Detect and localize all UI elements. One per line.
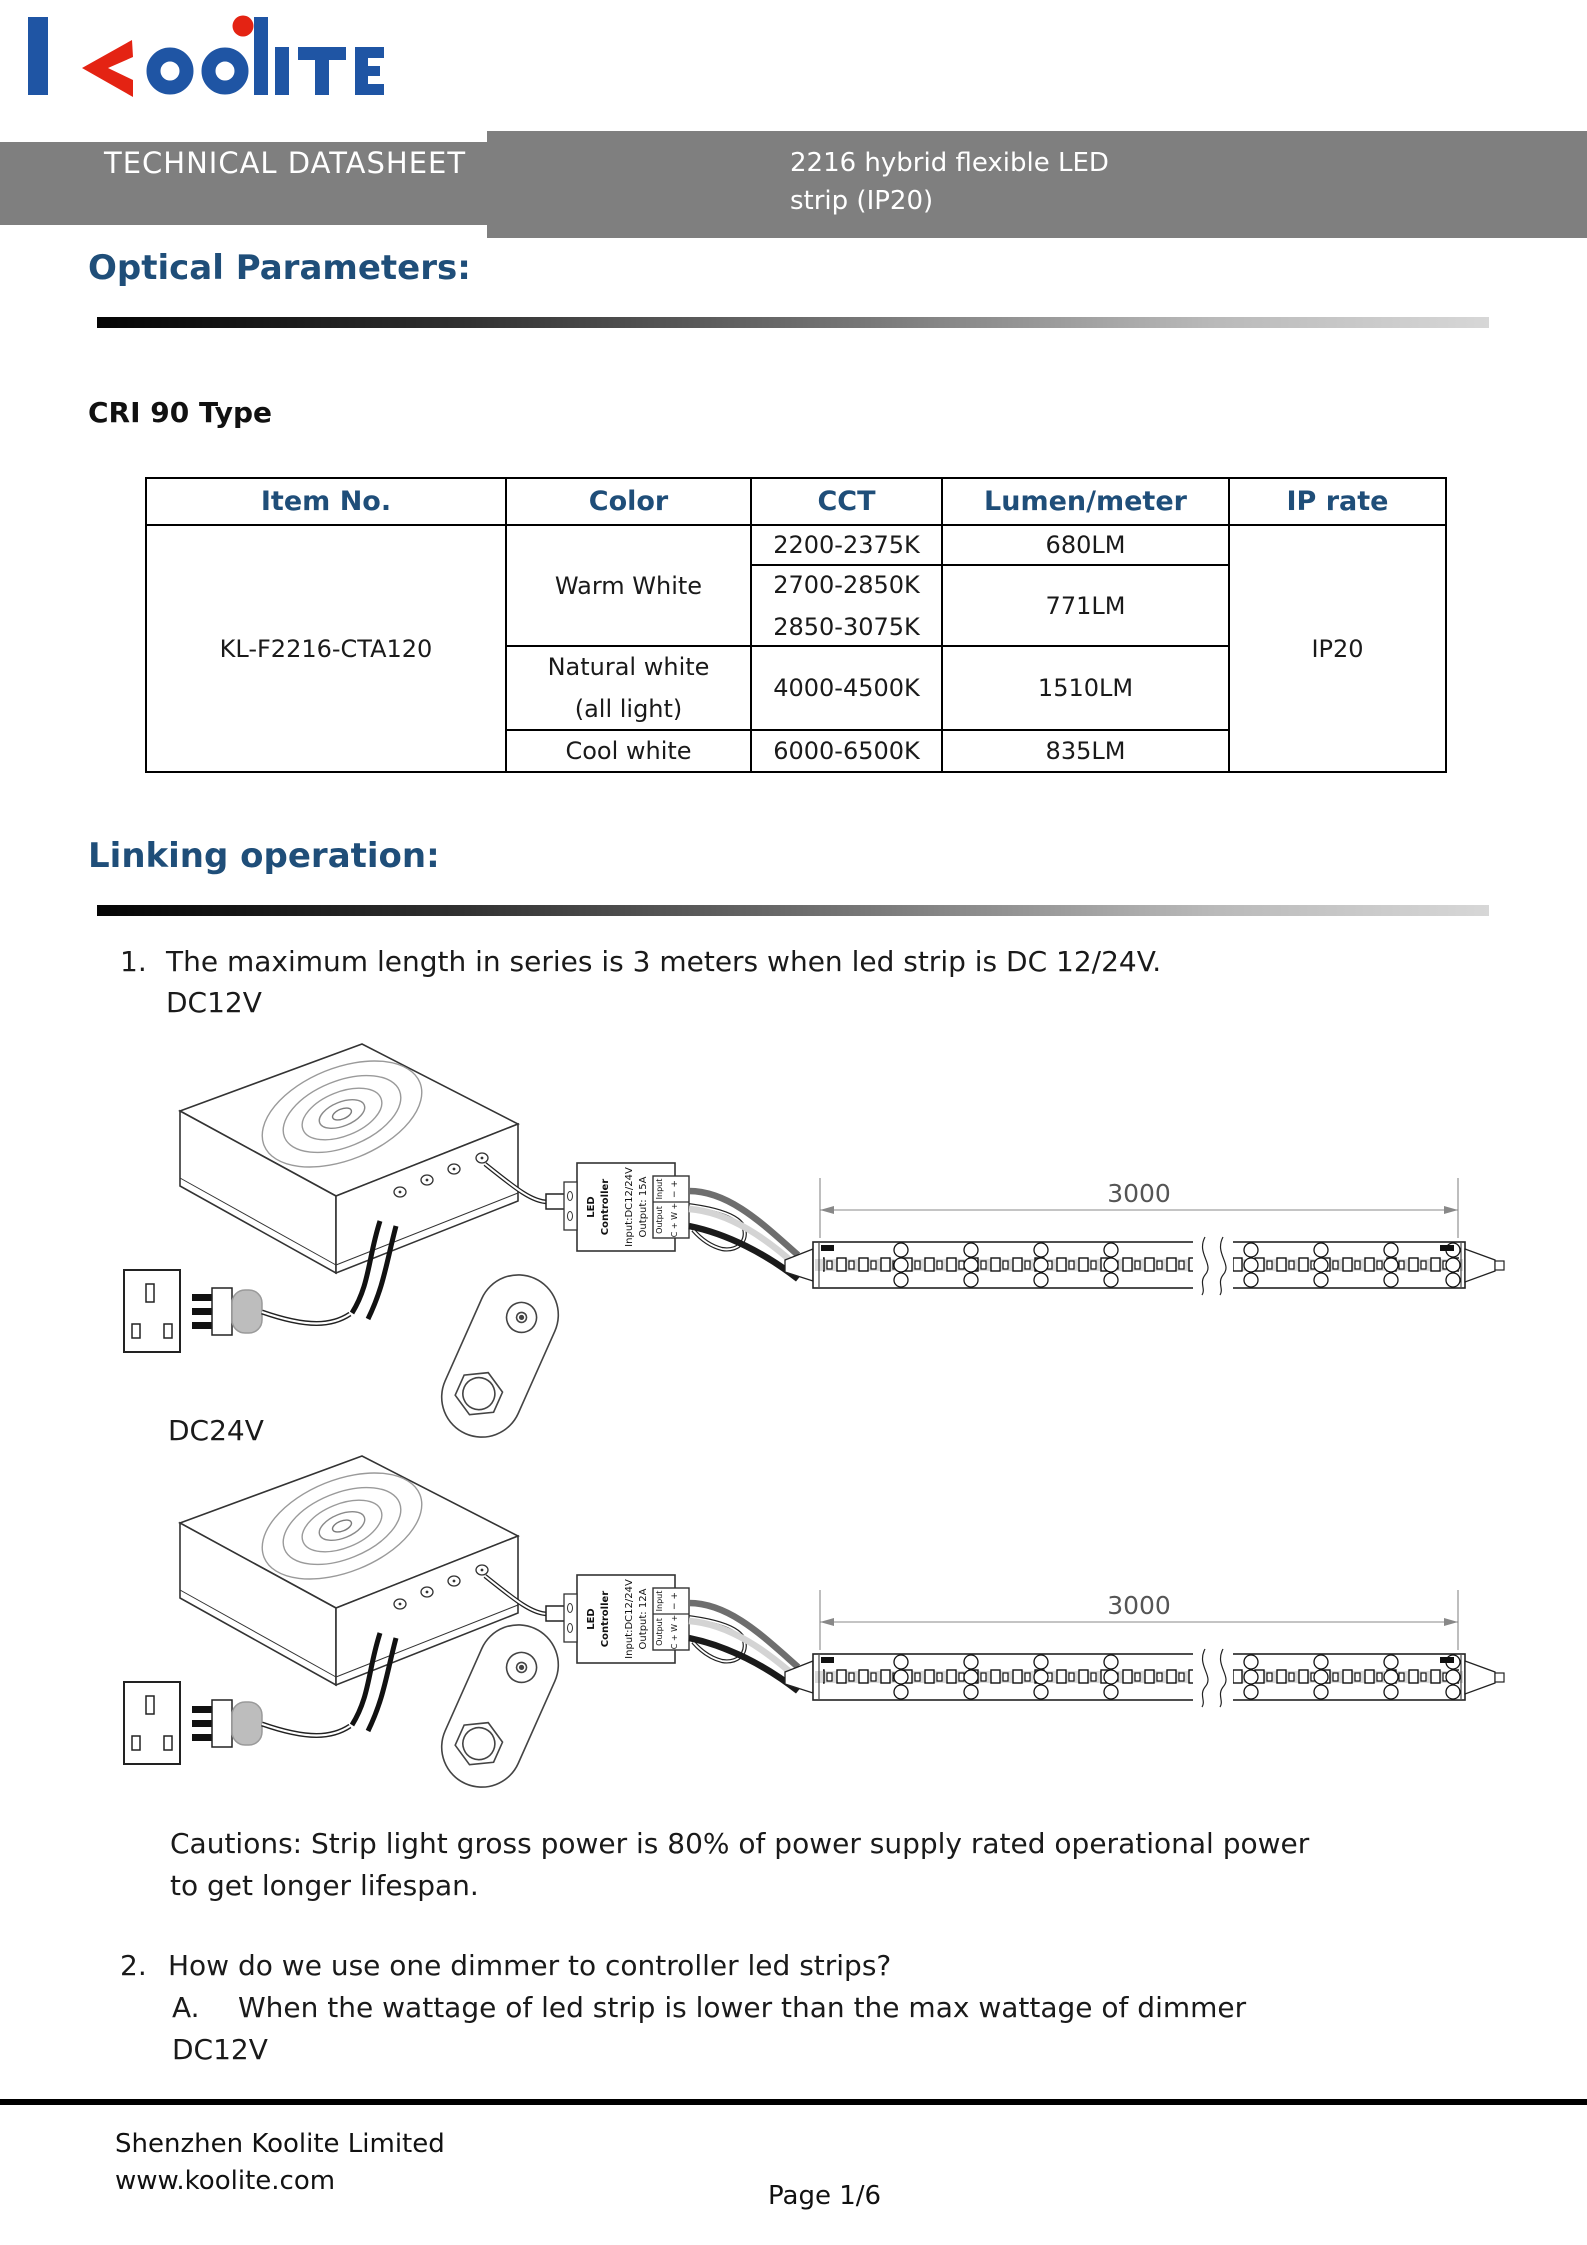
section-divider <box>97 317 1489 328</box>
section-divider <box>97 905 1489 916</box>
color-line: Natural white <box>547 653 710 681</box>
dc24v-wiring-diagram <box>80 1438 1510 1883</box>
footer-divider <box>0 2099 1587 2105</box>
logo-red-dot <box>233 16 254 37</box>
col-header-ip-rate: IP rate <box>1229 478 1446 525</box>
list-item-2a-label: A. <box>172 1991 200 2024</box>
dimension-label: 3000 <box>1107 1591 1171 1620</box>
list-item-2-text: How do we use one dimmer to controller led strips? <box>168 1949 892 1982</box>
cell-cct-4: 6000-6500K <box>751 730 942 772</box>
terminal-input-pins: − + <box>670 1180 680 1198</box>
col-header-color: Color <box>506 478 751 525</box>
cautions-line2: to get longer lifespan. <box>170 1869 479 1902</box>
koolite-logo <box>28 8 388 108</box>
color-line: (all light) <box>574 695 683 723</box>
controller-label: Controller <box>600 1590 611 1648</box>
cct-line: 2700-2850K <box>773 570 920 599</box>
list-item-1-text: The maximum length in series is 3 meters when led strip is DC 12/24V. <box>166 945 1162 978</box>
header-band-right <box>487 131 1587 238</box>
cell-lumen-1: 680LM <box>942 525 1229 565</box>
dc24v-label: DC24V <box>168 1414 264 1447</box>
cell-cct-2 <box>751 565 942 646</box>
table-header-row <box>146 478 1446 525</box>
dc12v-label: DC12V <box>166 986 262 1019</box>
led-controller-drawing <box>564 1163 689 1251</box>
list-item-1-number: 1. <box>120 945 147 978</box>
list-item-2-number: 2. <box>120 1949 147 1982</box>
footer-page-number: Page 1/6 <box>768 2181 882 2211</box>
product-title-line1: 2216 hybrid flexible LED <box>790 148 1109 178</box>
cell-cct-1: 2200-2375K <box>751 525 942 565</box>
cell-lumen-3: 1510LM <box>942 646 1229 730</box>
cell-color-warm: Warm White <box>506 525 751 646</box>
terminal-output-label: Output <box>655 1206 664 1234</box>
terminal-output-pins: C + W + <box>670 1202 679 1238</box>
optical-spec-table <box>145 477 1447 773</box>
controller-output-label: Output: 12A <box>638 1588 649 1650</box>
terminal-input-label: Input <box>655 1178 664 1200</box>
cell-ip-rate: IP20 <box>1229 525 1446 772</box>
cct-line: 2850-3075K <box>773 612 920 641</box>
terminal-input-pins: − + <box>670 1592 680 1610</box>
cell-lumen-4: 835LM <box>942 730 1229 772</box>
optical-parameters-heading: Optical Parameters: <box>88 248 471 288</box>
controller-input-label: Input:DC12/24V <box>624 1167 635 1247</box>
terminal-output-pins: C + W + <box>670 1614 679 1650</box>
logo-letterforms <box>28 16 384 98</box>
cell-lumen-2: 771LM <box>942 565 1229 646</box>
datasheet-title: TECHNICAL DATASHEET <box>104 146 467 180</box>
dc12v-label-2: DC12V <box>172 2033 268 2066</box>
list-item-2a-text: When the wattage of led strip is lower than the max wattage of dimmer <box>238 1991 1247 2024</box>
logo-red-chevron <box>82 40 133 97</box>
cell-color-natural <box>506 646 751 730</box>
header-band-left <box>0 142 487 225</box>
table-row <box>146 525 1446 565</box>
footer-company: Shenzhen Koolite Limited <box>115 2129 445 2159</box>
controller-label: LED <box>586 1608 597 1630</box>
led-controller-drawing <box>564 1575 689 1663</box>
cautions-line1: Cautions: Strip light gross power is 80% of power supply rated operational power <box>170 1827 1310 1860</box>
cell-cct-3: 4000-4500K <box>751 646 942 730</box>
controller-label: LED <box>586 1196 597 1218</box>
linking-operation-heading: Linking operation: <box>88 836 440 876</box>
terminal-input-label: Input <box>655 1590 664 1612</box>
controller-input-label: Input:DC12/24V <box>624 1579 635 1659</box>
product-title-line2: strip (IP20) <box>790 186 934 216</box>
terminal-output-label: Output <box>655 1618 664 1646</box>
controller-label: Controller <box>600 1178 611 1236</box>
col-header-cct: CCT <box>751 478 942 525</box>
footer-website: www.koolite.com <box>115 2166 336 2196</box>
dimension-label: 3000 <box>1107 1179 1171 1208</box>
cri-90-heading: CRI 90 Type <box>88 396 273 429</box>
cell-color-cool: Cool white <box>506 730 751 772</box>
cell-item-no: KL-F2216-CTA120 <box>146 525 506 772</box>
dc12v-wiring-diagram <box>80 1026 1510 1471</box>
col-header-item-no: Item No. <box>146 478 506 525</box>
controller-output-label: Output: 15A <box>638 1176 649 1238</box>
col-header-lumen: Lumen/meter <box>942 478 1229 525</box>
